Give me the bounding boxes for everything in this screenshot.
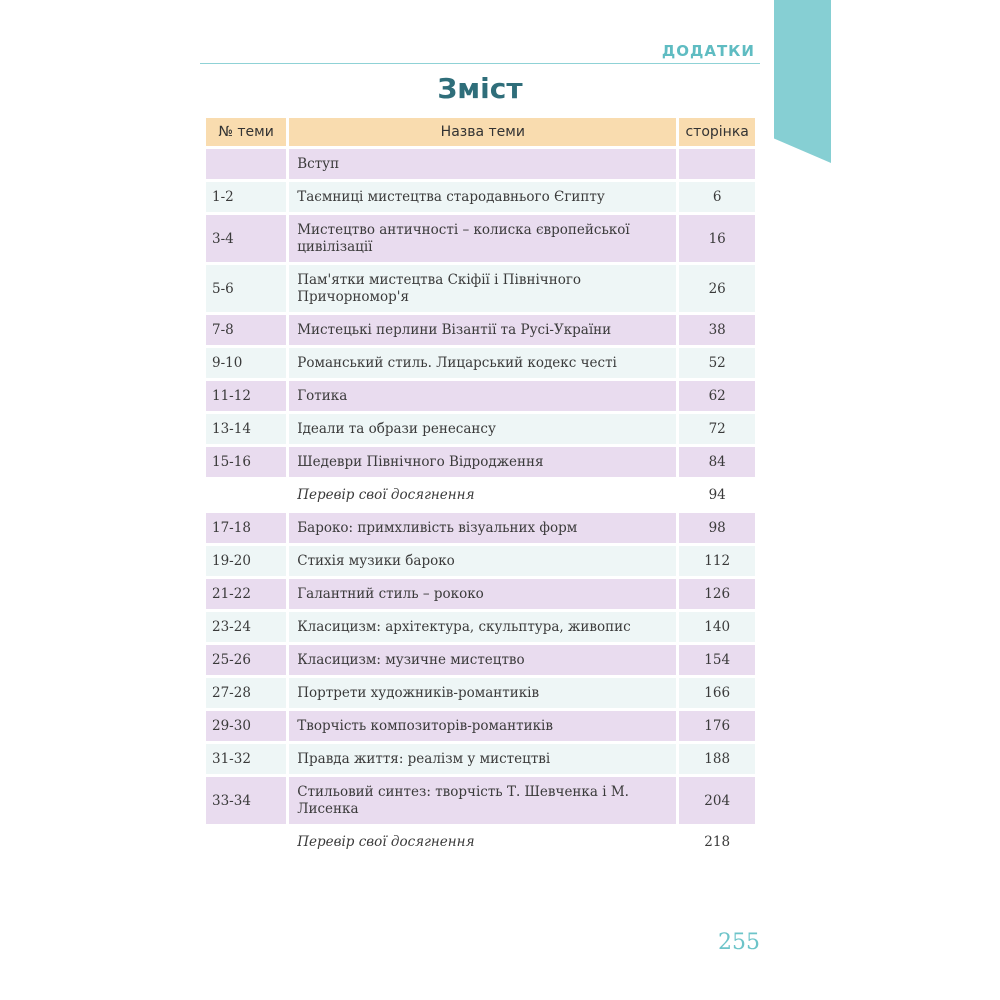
topic-number: 13-14 (206, 414, 286, 444)
topic-page: 140 (679, 612, 755, 642)
topic-number: 21-22 (206, 579, 286, 609)
topic-title: Галантний стиль – рококо (289, 579, 676, 609)
table-row (206, 215, 755, 262)
topic-page: 204 (679, 777, 755, 824)
topic-title: Стихія музики бароко (289, 546, 676, 576)
topic-number: 23-24 (206, 612, 286, 642)
section-tab (774, 0, 831, 163)
topic-title: Бароко: примхливість візуальних форм (289, 513, 676, 543)
topic-number: 27-28 (206, 678, 286, 708)
table-row (206, 546, 755, 576)
topic-title: Романський стиль. Лицарський кодекс честі (289, 348, 676, 378)
table-row (206, 414, 755, 444)
topic-title: Правда життя: реалізм у мистецтві (289, 744, 676, 774)
topic-page: 94 (679, 480, 755, 510)
page-title: Зміст (437, 72, 523, 105)
header-title: Назва теми (289, 118, 676, 146)
topic-page: 52 (679, 348, 755, 378)
topic-title: Готика (289, 381, 676, 411)
table-row (206, 744, 755, 774)
header-page: сторінка (679, 118, 755, 146)
topic-number: 3-4 (206, 215, 286, 262)
topic-number: 1-2 (206, 182, 286, 212)
table-row (206, 777, 755, 824)
topic-number (206, 480, 286, 510)
topic-title: Мистецькі перлини Візантії та Русі-України (289, 315, 676, 345)
topic-page: 72 (679, 414, 755, 444)
topic-number: 17-18 (206, 513, 286, 543)
section-label: ДОДАТКИ (661, 42, 755, 60)
topic-number (206, 827, 286, 857)
topic-title: Мистецтво античності – колиска європейської цивілізації (289, 215, 676, 262)
topic-number: 25-26 (206, 645, 286, 675)
table-row (206, 149, 755, 179)
topic-page: 166 (679, 678, 755, 708)
table-row (206, 612, 755, 642)
topic-title: Перевір свої досягнення (289, 827, 676, 857)
table-row (206, 678, 755, 708)
contents-table (203, 115, 758, 860)
table-row (206, 579, 755, 609)
page-number: 255 (718, 930, 760, 955)
topic-number: 9-10 (206, 348, 286, 378)
topic-page: 26 (679, 265, 755, 312)
topic-number: 5-6 (206, 265, 286, 312)
topic-title: Вступ (289, 149, 676, 179)
topic-title: Пам'ятки мистецтва Скіфії і Північного Причорномор'я (289, 265, 676, 312)
topic-page: 98 (679, 513, 755, 543)
table-row (206, 265, 755, 312)
topic-page: 38 (679, 315, 755, 345)
topic-page: 6 (679, 182, 755, 212)
topic-title: Ідеали та образи ренесансу (289, 414, 676, 444)
table-row (206, 447, 755, 477)
topic-number (206, 149, 286, 179)
topic-title: Портрети художників-романтиків (289, 678, 676, 708)
topic-title: Шедеври Північного Відродження (289, 447, 676, 477)
table-row (206, 827, 755, 857)
topic-page: 112 (679, 546, 755, 576)
header-num: № теми (206, 118, 286, 146)
topic-page: 126 (679, 579, 755, 609)
topic-number: 19-20 (206, 546, 286, 576)
table-row (206, 381, 755, 411)
topic-page: 188 (679, 744, 755, 774)
topic-number: 15-16 (206, 447, 286, 477)
topic-title: Стильовий синтез: творчість Т. Шевченка і М. Лисенка (289, 777, 676, 824)
topic-number: 7-8 (206, 315, 286, 345)
topic-number: 29-30 (206, 711, 286, 741)
topic-title: Таємниці мистецтва стародавнього Єгипту (289, 182, 676, 212)
table-row (206, 645, 755, 675)
table-row (206, 182, 755, 212)
topic-page: 176 (679, 711, 755, 741)
topic-page (679, 149, 755, 179)
topic-title: Творчість композиторів-романтиків (289, 711, 676, 741)
topic-page: 154 (679, 645, 755, 675)
table-row (206, 315, 755, 345)
topic-page: 16 (679, 215, 755, 262)
topic-page: 62 (679, 381, 755, 411)
topic-number: 33-34 (206, 777, 286, 824)
table-row (206, 513, 755, 543)
topic-page: 218 (679, 827, 755, 857)
topic-page: 84 (679, 447, 755, 477)
topic-number: 31-32 (206, 744, 286, 774)
table-row (206, 711, 755, 741)
topic-title: Класицизм: архітектура, скульптура, живопис (289, 612, 676, 642)
table-row (206, 480, 755, 510)
topic-title: Класицизм: музичне мистецтво (289, 645, 676, 675)
topic-title: Перевір свої досягнення (289, 480, 676, 510)
table-header-row (206, 118, 755, 146)
header-rule (200, 63, 760, 64)
topic-number: 11-12 (206, 381, 286, 411)
table-row (206, 348, 755, 378)
